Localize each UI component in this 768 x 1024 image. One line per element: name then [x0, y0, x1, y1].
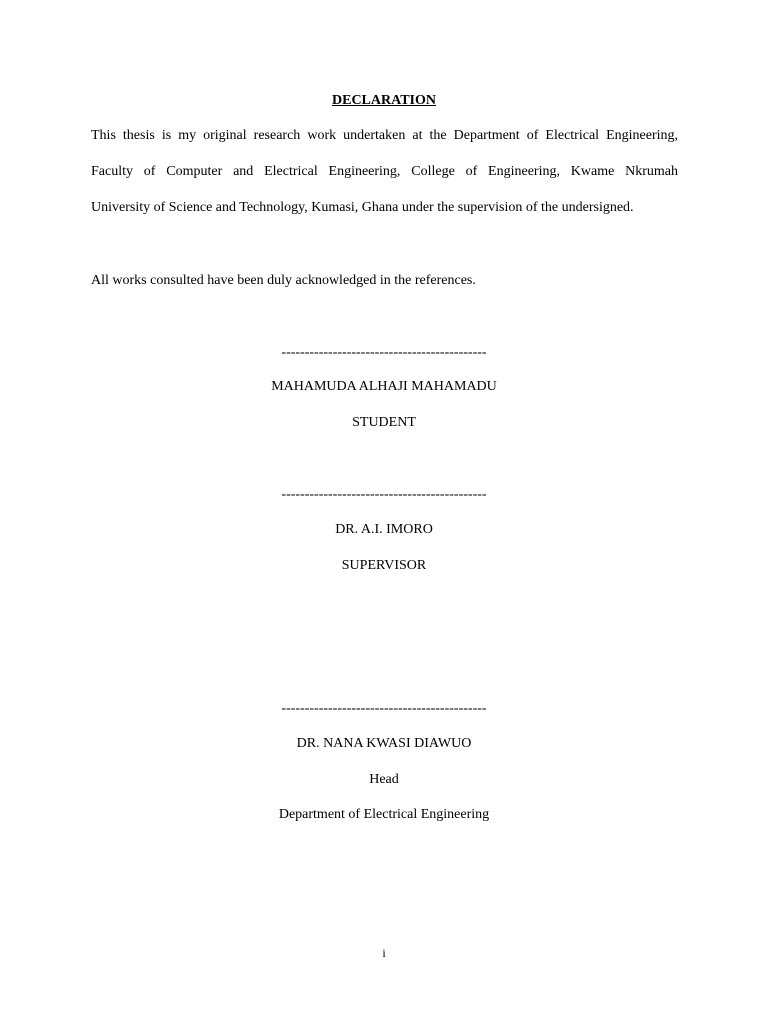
signature-line-head: --------------------------------------------: [281, 701, 487, 716]
supervisor-name: DR. A.I. IMORO: [335, 522, 433, 537]
declaration-heading: DECLARATION: [332, 93, 436, 108]
signature-line-supervisor: --------------------------------------------: [281, 487, 487, 502]
paragraph-line: Faculty of Computer and Electrical Engineering, College of Engineering, Kwame Nkrumah: [91, 164, 678, 179]
supervisor-role: SUPERVISOR: [341, 558, 427, 573]
signature-line-student: --------------------------------------------: [281, 345, 487, 360]
acknowledgement-paragraph: [91, 272, 678, 290]
paragraph-line: All works consulted have been duly acknowledged in the references.: [91, 273, 476, 288]
page-number: i: [382, 946, 386, 960]
declaration-paragraph: [91, 127, 678, 217]
paragraph-line: This thesis is my original research work undertaken at the Department of Electrical Engineering,: [91, 128, 678, 143]
head-name: DR. NANA KWASI DIAWUO: [296, 736, 472, 751]
paragraph-line: University of Science and Technology, Kumasi, Ghana under the supervision of the undersigned.: [91, 200, 634, 215]
student-name: MAHAMUDA ALHAJI MAHAMADU: [271, 379, 497, 394]
student-role: STUDENT: [352, 415, 416, 430]
head-role: Head: [369, 772, 399, 787]
head-department: Department of Electrical Engineering: [278, 807, 490, 822]
